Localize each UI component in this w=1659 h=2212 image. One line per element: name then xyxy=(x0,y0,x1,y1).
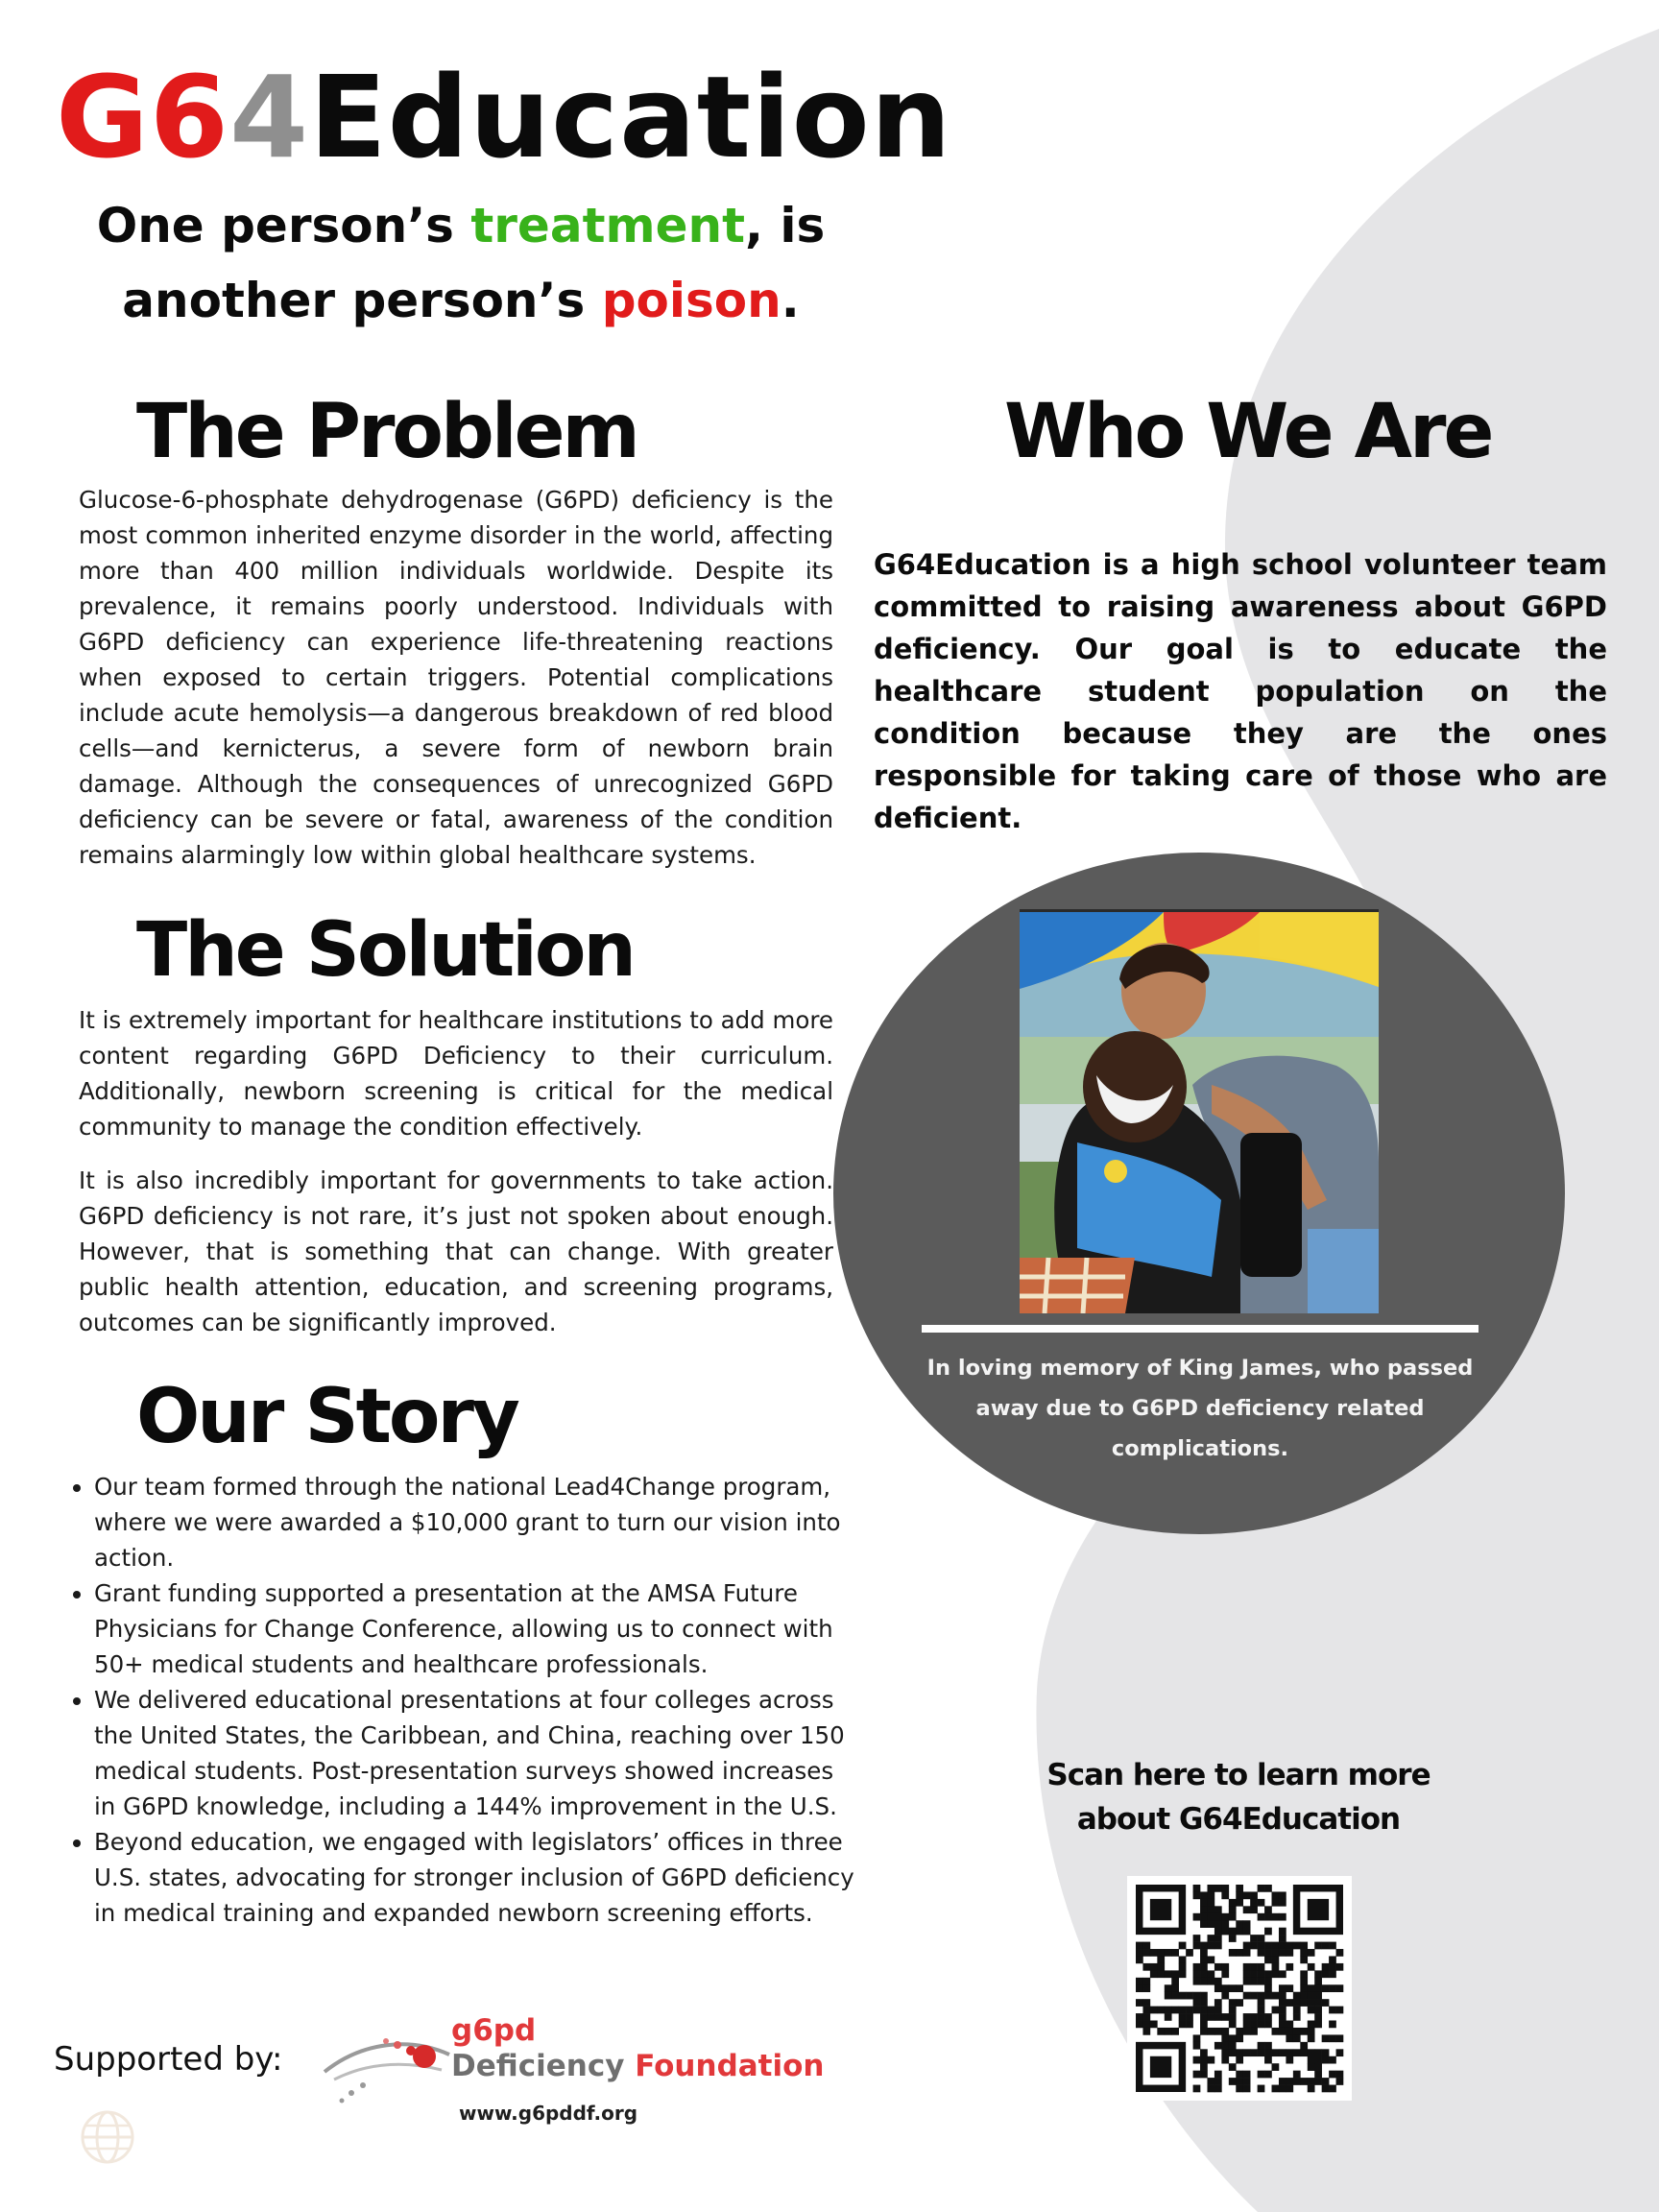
tagline-line-1 xyxy=(38,188,883,263)
story-item: • Beyond education, we engaged with legislators’ offices in three U.S. states, advocating for stronger inclusion of G6PD deficiency in medical training and expanded newborn screening efforts. xyxy=(94,1824,862,1931)
scan-line-1: Scan here to learn more xyxy=(1046,1758,1431,1792)
memorial-divider xyxy=(922,1325,1479,1333)
story-heading: Our Story xyxy=(136,1374,517,1460)
brand-part-education: Education xyxy=(309,51,952,183)
supported-by-label: Supported by: xyxy=(54,2040,283,2079)
globe-icon xyxy=(79,2108,136,2166)
qr-code[interactable] xyxy=(1127,1876,1352,2101)
scan-prompt xyxy=(1018,1753,1459,1841)
tagline-line-2 xyxy=(38,263,883,338)
who-body: G64Education is a high school volunteer team committed to raising awareness about G6PD deficiency. Our goal is to educate the healthcare student population on the condition because they are the ones responsible for taking care of those who are deficient. xyxy=(874,548,1607,834)
solution-paragraph-2: It is also incredibly important for governments to take action. G6PD deficiency is not rare, it’s just not spoken about enough. However, that is something that can change. With greater public health attention, education, and screening programs, outcomes can be significantly improved. xyxy=(79,1166,833,1336)
who-heading: Who We Are xyxy=(1004,389,1492,475)
problem-body: Glucose-6-phosphate dehydrogenase (G6PD) deficiency is the most common inherited enzyme disorder in the world, affecting more than 400 million individuals worldwide. Despite its prevalence, it remains poorly understood. Individuals with G6PD deficiency can experience life-threatening reactions when exposed to certain triggers. Potential complications include acute hemolysis—a dangerous breakdown of red blood cells—and kernicterus, a severe form of newborn brain damage. Although the consequences of unrecognized G6PD deficiency can be severe or fatal, awareness of the condition remains alarmingly low within global healthcare systems. xyxy=(79,486,833,869)
tagline-poison: poison xyxy=(601,273,781,328)
story-item: • Grant funding supported a presentation at the AMSA Future Physicians for Change Conference, allowing us to connect with 50+ medical students and healthcare professionals. xyxy=(94,1575,862,1682)
qr-code-graphic xyxy=(1127,1876,1352,2101)
scan-line-2: about G64Education xyxy=(1076,1802,1401,1837)
tagline-text: . xyxy=(781,273,800,328)
sponsor-name-g6pd: g6pd xyxy=(451,2013,537,2048)
memorial-photo xyxy=(1020,909,1379,1313)
memorial-caption: In loving memory of King James, who passed away due to G6PD deficiency related complications. xyxy=(926,1356,1474,1461)
sponsor-name-foundation xyxy=(451,2049,825,2083)
tagline-treatment: treatment xyxy=(470,198,745,253)
brand-part-4: 4 xyxy=(228,51,310,183)
tagline-text: One person’s xyxy=(96,198,471,253)
sponsor-name-foundation-word: Foundation xyxy=(635,2049,825,2083)
memorial-photo-illustration xyxy=(1020,912,1379,1313)
story-item: • Our team formed through the national Lead4Change program, where we were awarded a $10,000 grant to turn our vision into action. xyxy=(94,1469,862,1575)
tagline xyxy=(38,188,883,338)
problem-heading: The Problem xyxy=(136,389,637,475)
brand-part-g6: G6 xyxy=(56,51,229,183)
brand-title xyxy=(56,50,952,184)
tagline-text: , is xyxy=(744,198,826,253)
sponsor-name-deficiency: Deficiency xyxy=(451,2049,636,2083)
solution-paragraph-1: It is extremely important for healthcare institutions to add more content regarding G6PD Deficiency to their curriculum. Additionally, newborn screening is critical for the medical community to manage the condition effectively. xyxy=(79,1006,833,1141)
sponsor-url-link[interactable]: www.g6pddf.org xyxy=(459,2102,638,2125)
solution-heading: The Solution xyxy=(136,907,634,994)
tagline-text: another person’s xyxy=(122,273,602,328)
story-item: • We delivered educational presentations at four colleges across the United States, the Caribbean, and China, reaching over 150 medical students. Post-presentation surveys showed increases in G6PD knowledge, including a 144% improvement in the U.S. xyxy=(94,1682,862,1824)
story-list xyxy=(69,1469,862,1931)
